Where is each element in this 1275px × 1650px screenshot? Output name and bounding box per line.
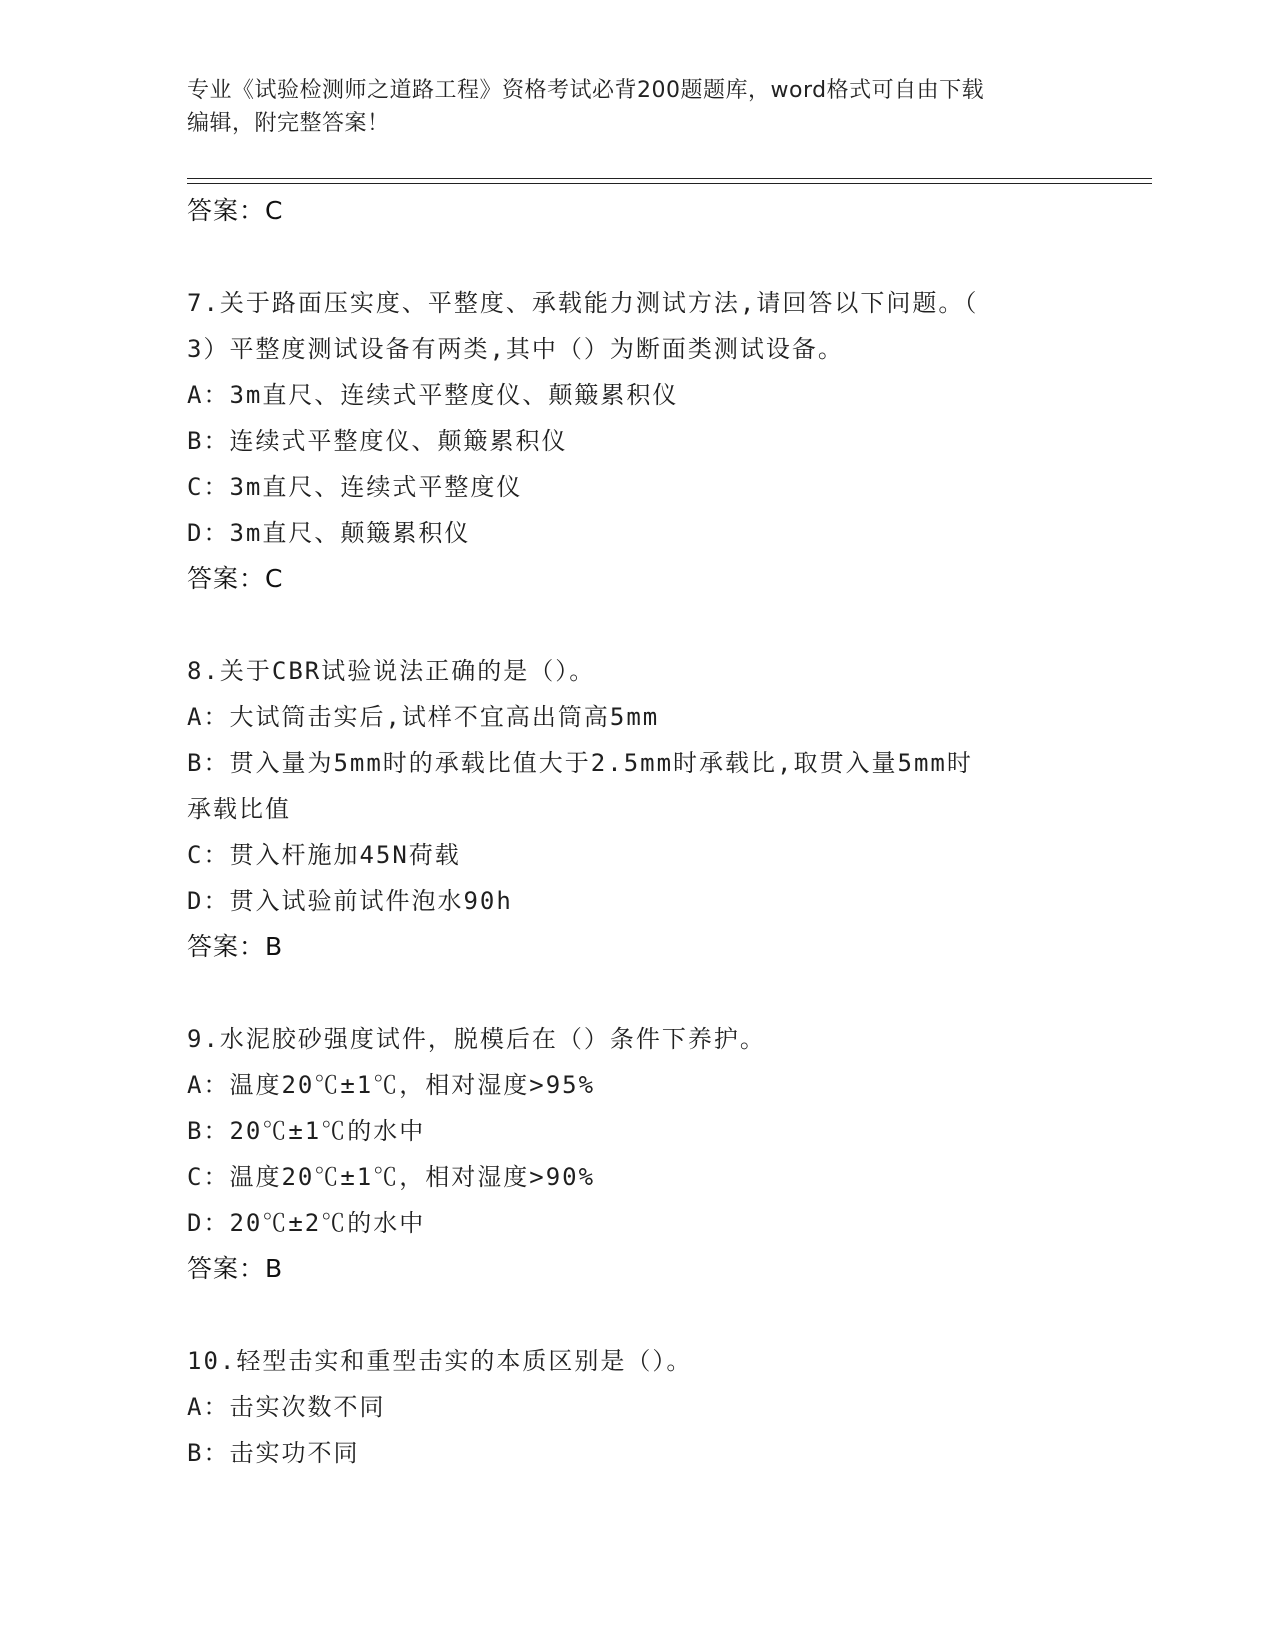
option-b: B：贯入量为5mm时的承载比值大于2.5mm时承载比,取贯入量5mm时 xyxy=(187,749,973,777)
header-rule-bottom xyxy=(187,183,1152,184)
question-text: 3）平整度测试设备有两类,其中（）为断面类测试设备。 xyxy=(187,335,844,363)
header-rule-top xyxy=(187,178,1152,179)
question-list xyxy=(187,188,1147,1476)
question-text: 9.水泥胶砂强度试件，脱模后在（）条件下养护。 xyxy=(187,1025,766,1053)
option-a: A：3m直尺、连续式平整度仪、颠簸累积仪 xyxy=(187,381,679,409)
option-d: D：3m直尺、颠簸累积仪 xyxy=(187,519,471,547)
option-b: B：击实功不同 xyxy=(187,1439,360,1467)
header-line-2: 编辑，附完整答案！ xyxy=(187,111,390,136)
spacer xyxy=(187,970,1147,1016)
option-a: A：击实次数不同 xyxy=(187,1393,386,1421)
spacer xyxy=(187,602,1147,648)
option-b: B：20℃±1℃的水中 xyxy=(187,1117,426,1145)
question-block xyxy=(187,280,1147,602)
option-a: A：温度20℃±1℃，相对湿度>95% xyxy=(187,1071,596,1099)
option-d: D：贯入试验前试件泡水90h xyxy=(187,887,513,915)
answer-label: 答案：B xyxy=(187,932,284,961)
document-header xyxy=(187,74,1067,140)
question-text: 10.轻型击实和重型击实的本质区别是（）。 xyxy=(187,1347,693,1375)
answer-label: 答案：C xyxy=(187,196,284,225)
question-block xyxy=(187,648,1147,970)
question-text: 8.关于CBR试验说法正确的是（）。 xyxy=(187,657,596,685)
answer-label: 答案：C xyxy=(187,564,284,593)
option-c: C：3m直尺、连续式平整度仪 xyxy=(187,473,523,501)
option-c: C：贯入杆施加45N荷载 xyxy=(187,841,461,869)
option-a: A：大试筒击实后,试样不宜高出筒高5mm xyxy=(187,703,660,731)
option-d: D：20℃±2℃的水中 xyxy=(187,1209,426,1237)
question-text: 7.关于路面压实度、平整度、承载能力测试方法,请回答以下问题。（ xyxy=(187,289,979,317)
question-block xyxy=(187,1338,1147,1476)
answer-label: 答案：B xyxy=(187,1254,284,1283)
option-b: B：连续式平整度仪、颠簸累积仪 xyxy=(187,427,568,455)
option-b-continued: 承载比值 xyxy=(187,795,291,823)
option-c: C：温度20℃±1℃，相对湿度>90% xyxy=(187,1163,596,1191)
header-line-1: 专业《试验检测师之道路工程》资格考试必背200题题库，word格式可自由下载 xyxy=(187,78,985,103)
spacer xyxy=(187,1292,1147,1338)
spacer xyxy=(187,234,1147,280)
question-block xyxy=(187,1016,1147,1292)
